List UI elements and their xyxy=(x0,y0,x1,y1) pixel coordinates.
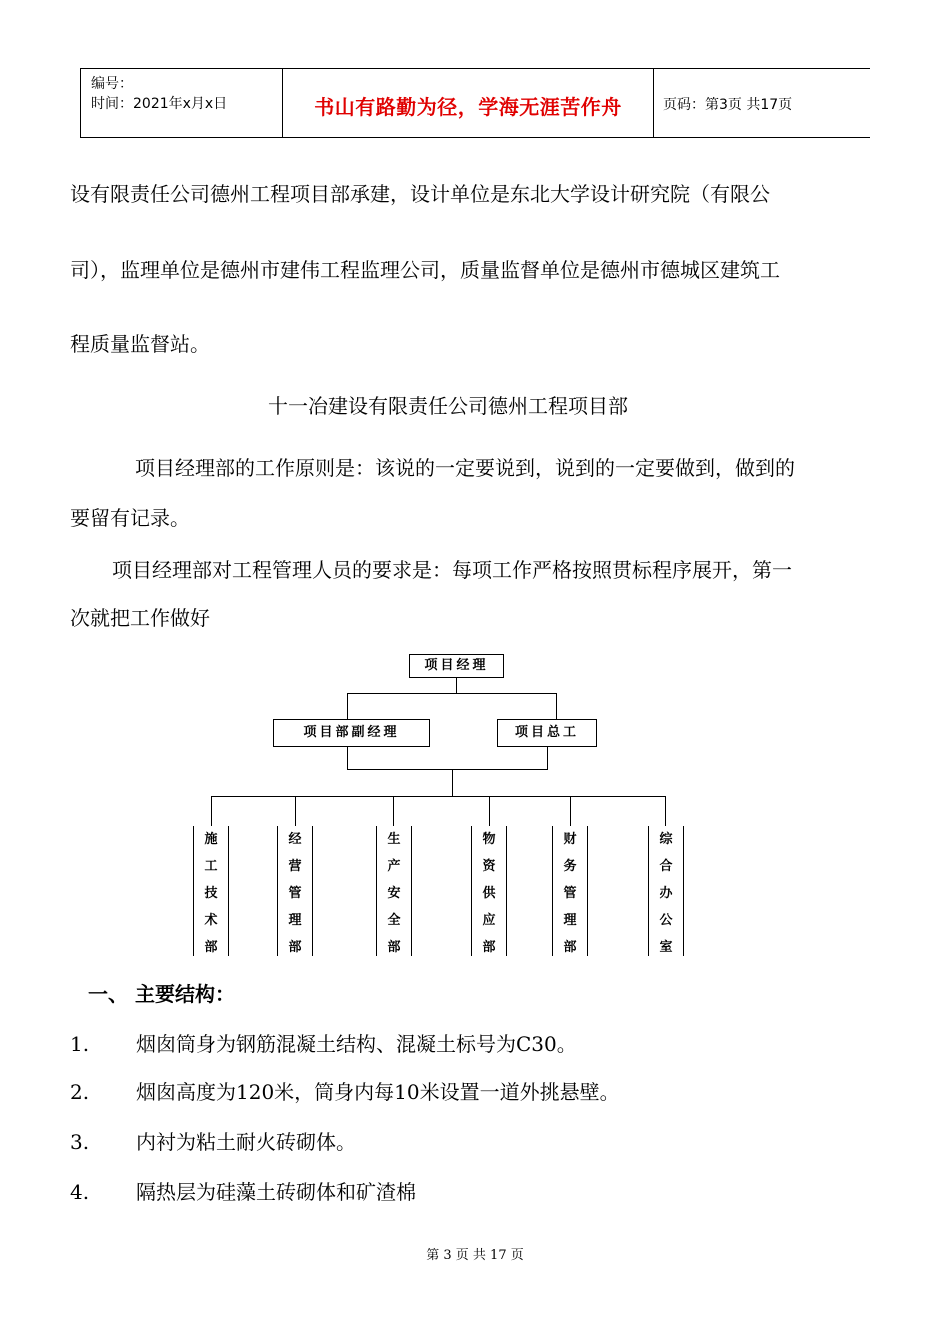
connector xyxy=(347,693,348,719)
connector xyxy=(295,796,296,826)
body-line-3: 程质量监督站。 xyxy=(70,332,210,356)
dept-box: 经 营 管 理 部 xyxy=(277,826,313,956)
org-title: 十一冶建设有限责任公司德州工程项目部 xyxy=(268,394,628,418)
connector xyxy=(347,769,548,770)
section-heading: 一、 主要结构： xyxy=(88,982,235,1006)
page-header xyxy=(80,68,870,138)
connector xyxy=(211,796,212,826)
connector xyxy=(456,678,457,693)
list-item: 3. 内衬为粘土耐火砖砌体。 xyxy=(70,1130,356,1154)
header-left-cell xyxy=(80,69,283,137)
dept-box: 综 合 办 公 室 xyxy=(648,826,684,956)
org-top-box: 项目经理 xyxy=(409,654,504,678)
org-deputy-box: 项目部副经理 xyxy=(273,719,430,747)
connector xyxy=(570,796,571,826)
dept-box: 物 资 供 应 部 xyxy=(471,826,507,956)
motto: 书山有路勤为径，学海无涯苦作舟 xyxy=(314,95,622,119)
connector xyxy=(393,796,394,826)
body-line-1: 设有限责任公司德州工程项目部承建，设计单位是东北大学设计研究院（有限公 xyxy=(70,182,770,206)
connector xyxy=(547,747,548,769)
number-label: 编号： xyxy=(91,76,133,92)
page-footer: 第 3 页 共 17 页 xyxy=(426,1248,524,1263)
list-item: 2. 烟囱高度为120米，筒身内每10米设置一道外挑悬壁。 xyxy=(70,1080,620,1104)
header-middle-cell xyxy=(282,69,654,137)
header-right-cell xyxy=(653,69,870,137)
dept-box: 施 工 技 术 部 xyxy=(193,826,229,956)
dept-box: 生 产 安 全 部 xyxy=(376,826,412,956)
principle-line-1: 项目经理部的工作原则是：该说的一定要说到，说到的一定要做到，做到的 xyxy=(135,456,795,480)
connector xyxy=(347,747,348,769)
date-label: 时间：2021年x月x日 xyxy=(91,96,228,112)
principle-line-2: 要留有记录。 xyxy=(70,506,190,530)
body-line-2: 司），监理单位是德州市建伟工程监理公司，质量监督单位是德州市德城区建筑工 xyxy=(70,258,780,282)
connector xyxy=(347,693,557,694)
list-item: 1. 烟囱筒身为钢筋混凝土结构、混凝土标号为C30。 xyxy=(70,1032,577,1056)
page-info: 页码：第3页 共17页 xyxy=(663,97,793,113)
requirement-line-1: 项目经理部对工程管理人员的要求是：每项工作严格按照贯标程序展开，第一 xyxy=(112,558,792,582)
connector xyxy=(556,693,557,719)
connector xyxy=(452,769,453,796)
list-item: 4. 隔热层为硅藻土砖砌体和矿渣棉 xyxy=(70,1180,416,1204)
connector xyxy=(211,796,666,797)
connector xyxy=(489,796,490,826)
dept-box: 财 务 管 理 部 xyxy=(552,826,588,956)
org-chief-engineer-box: 项目总工 xyxy=(497,719,597,747)
connector xyxy=(665,796,666,826)
requirement-line-2: 次就把工作做好 xyxy=(70,606,210,630)
